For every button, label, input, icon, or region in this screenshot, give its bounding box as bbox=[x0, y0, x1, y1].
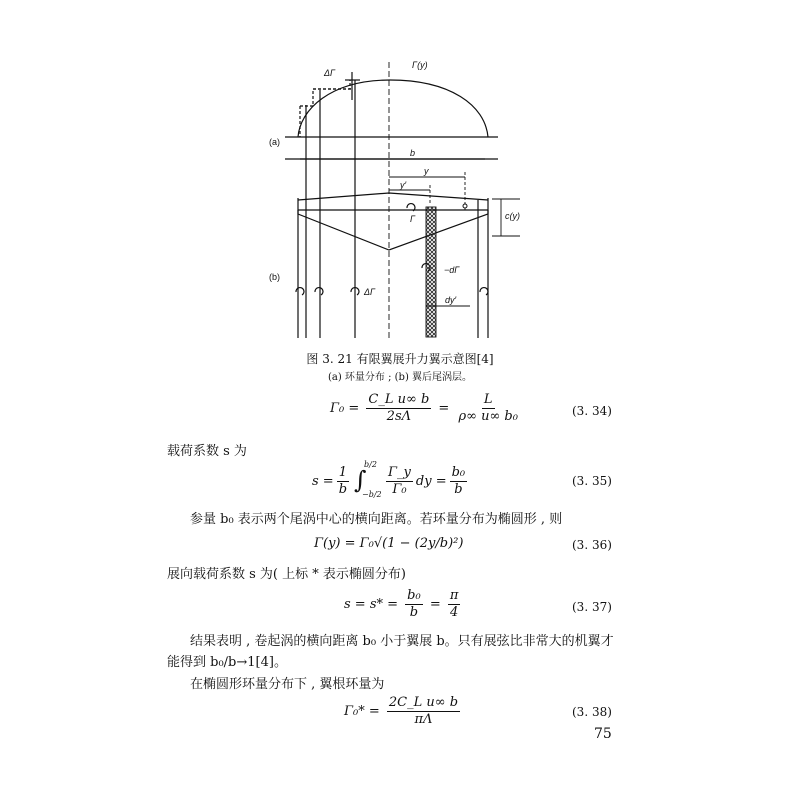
eq-denominator: b bbox=[338, 481, 348, 497]
minus-d-gamma-label: −dΓ bbox=[444, 265, 460, 275]
eq-lhs: s = bbox=[312, 473, 334, 489]
eq-lhs: Γ₀* = bbox=[344, 704, 380, 719]
integral-sign: ∫ b/2 −b/2 bbox=[354, 460, 382, 499]
eq-sign: = bbox=[438, 401, 450, 416]
y-label: y bbox=[424, 166, 429, 176]
equation-3-37 bbox=[344, 588, 463, 621]
paragraph: 结果表明 , 卷起涡的横向距离 b₀ 小于翼展 b。只有展弦比非常大的机翼才 bbox=[190, 634, 614, 649]
eq-lhs: s = s* = bbox=[344, 597, 399, 612]
equation-3-34 bbox=[330, 392, 523, 425]
eq-denominator: b bbox=[454, 481, 463, 497]
paragraph: 能得到 b₀/b→1[4]。 bbox=[167, 655, 287, 670]
delta-gamma-label: ΔΓ bbox=[324, 68, 336, 78]
eq-sign: = bbox=[429, 597, 441, 612]
eq-denominator: b bbox=[409, 605, 419, 620]
eq-denominator: πΛ bbox=[414, 712, 433, 727]
eq-denominator: ρ∞ u∞ b₀ bbox=[458, 409, 518, 424]
eq-numerator: b₀ bbox=[407, 588, 421, 603]
paragraph: 载荷系数 s 为 bbox=[167, 444, 247, 459]
eq-denominator: 4 bbox=[450, 605, 459, 620]
eq-dy: dy = bbox=[415, 473, 447, 489]
paragraph: 参量 b₀ 表示两个尾涡中心的横向距离。若环量分布为椭圆形 , 则 bbox=[190, 512, 563, 527]
gamma-y-label: Γ(y) bbox=[412, 60, 428, 70]
equation-3-35 bbox=[312, 462, 470, 500]
figure-subcaption: (a) 环量分布 ; (b) 翼后尾涡层。 bbox=[327, 372, 473, 383]
eq-numerator: 1 bbox=[338, 464, 347, 480]
lifting-wing-figure bbox=[0, 0, 800, 345]
panel-b-label: (b) bbox=[269, 272, 280, 282]
gamma-label: Γ bbox=[410, 214, 416, 224]
equation-3-36: Γ(y) = Γ₀√(1 − (2y/b)²) bbox=[314, 536, 464, 551]
eq-lhs: Γ₀ = bbox=[330, 401, 360, 416]
eq-numerator: C_L u∞ b bbox=[368, 392, 430, 407]
eq-denominator: 2sΛ bbox=[386, 409, 412, 424]
eq-numerator: Γ_y bbox=[388, 464, 411, 480]
b-label: b bbox=[410, 148, 416, 158]
panel-a-label: (a) bbox=[269, 137, 280, 147]
c-y-label: c(y) bbox=[505, 211, 520, 221]
equation-number: (3. 36) bbox=[572, 538, 612, 552]
eq-denominator: Γ₀ bbox=[392, 481, 407, 497]
figure-caption: 图 3. 21 有限翼展升力翼示意图[4] bbox=[306, 352, 494, 366]
wing-planform bbox=[298, 193, 488, 250]
paragraph: 在椭圆形环量分布下 , 翼根环量为 bbox=[190, 677, 385, 692]
y-prime-label: y′ bbox=[400, 180, 407, 190]
equation-number: (3. 37) bbox=[572, 600, 612, 614]
hatched-strip bbox=[426, 207, 436, 337]
equation-3-38 bbox=[344, 695, 463, 728]
eq-numerator: L bbox=[483, 392, 493, 407]
delta-gamma-bottom-label: ΔΓ bbox=[364, 287, 376, 297]
dy-prime-label: dy′ bbox=[445, 295, 457, 305]
page-number: 75 bbox=[594, 726, 612, 742]
eq-numerator: 2C_L u∞ b bbox=[388, 695, 459, 710]
eq-numerator: b₀ bbox=[451, 464, 466, 480]
equation-number: (3. 35) bbox=[572, 474, 612, 488]
eq-numerator: π bbox=[449, 588, 459, 603]
paragraph: 展向载荷系数 s 为( 上标 * 表示椭圆分布) bbox=[167, 567, 406, 582]
equation-number: (3. 34) bbox=[572, 404, 612, 418]
equation-number: (3. 38) bbox=[572, 705, 612, 719]
circulation-curve bbox=[298, 80, 488, 137]
